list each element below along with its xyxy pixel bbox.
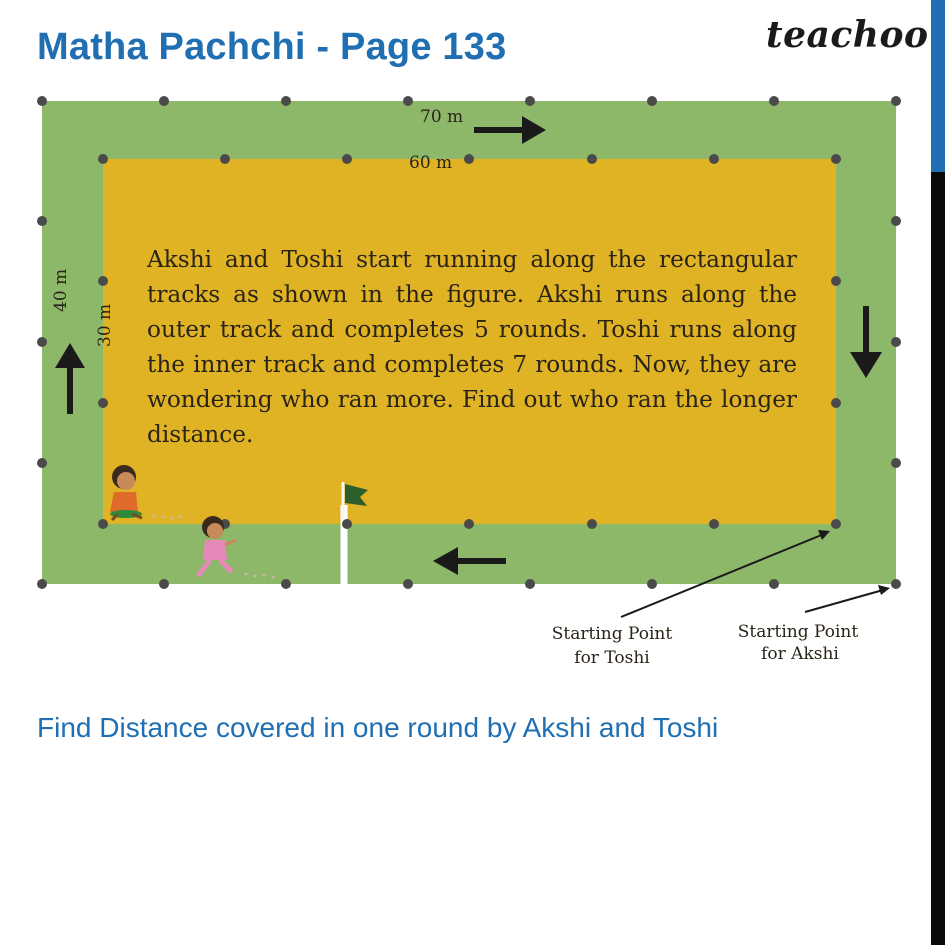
toshi-start-label-line1: Starting Point [551, 624, 673, 644]
toshi-start-label-line2: for Toshi [574, 648, 650, 668]
outer-width-label: 70 m [420, 107, 464, 127]
akshi-start-pointer [805, 585, 890, 612]
problem-statement: Akshi and Toshi start running along the rectangular tracks as shown in the figure. Akshi runs along the outer track and completes 5 rounds. Toshi runs along the inner track and completes 7 rounds. Now, they are wondering who ran more. Find out who ran the longer distance. [147, 246, 797, 448]
inner-height-label: 30 m [95, 303, 115, 347]
page-title: Matha Pachchi - Page 133 [37, 26, 507, 68]
teachoo-logo: teachoo [766, 14, 929, 56]
outer-height-label: 40 m [51, 268, 71, 312]
akshi-start-label-line2: for Akshi [761, 644, 839, 664]
question-text: Find Distance covered in one round by Akshi and Toshi [37, 712, 719, 743]
akshi-start-label-line1: Starting Point [737, 622, 859, 642]
inner-width-label: 60 m [409, 153, 453, 173]
